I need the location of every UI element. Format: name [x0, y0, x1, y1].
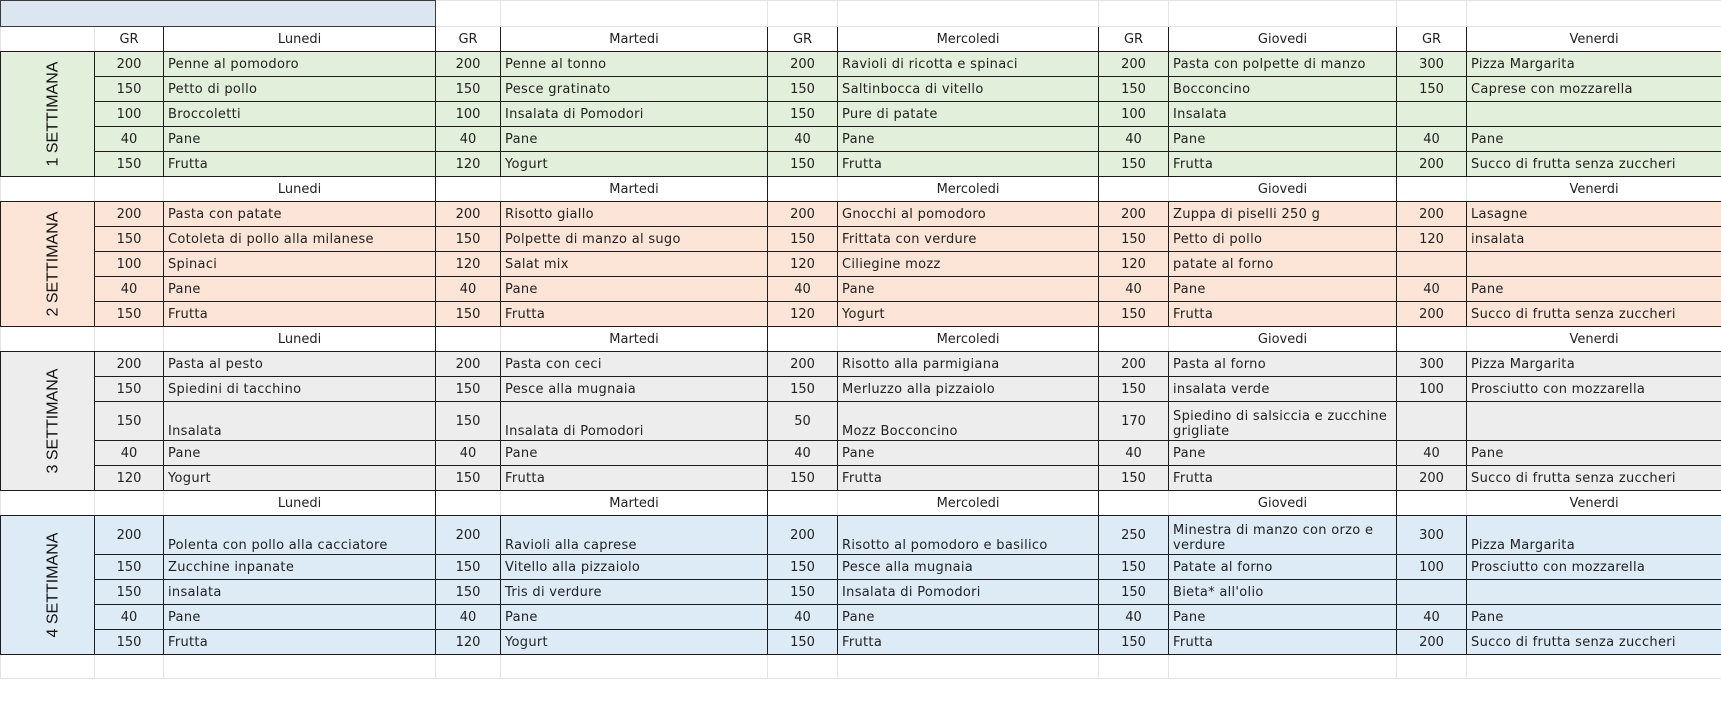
food-cell[interactable]: Polpette di manzo al sugo [501, 227, 768, 252]
food-cell[interactable]: Frutta [164, 630, 436, 655]
food-cell[interactable]: Tris di verdure [501, 580, 768, 605]
food-cell[interactable]: Cotoleta di pollo alla milanese [164, 227, 436, 252]
grams-cell[interactable]: 150 [95, 227, 164, 252]
food-cell[interactable]: Frutta [1169, 630, 1397, 655]
food-cell[interactable]: Lasagne [1467, 202, 1721, 227]
food-cell[interactable]: patate al forno [1169, 252, 1397, 277]
food-cell[interactable]: Pane [1169, 127, 1397, 152]
food-cell[interactable]: Pane [838, 441, 1099, 466]
gr-header[interactable]: GR [1099, 27, 1169, 52]
day-header-giovedi[interactable]: Giovedi [1169, 177, 1397, 202]
food-cell[interactable]: Succo di frutta senza zuccheri [1467, 630, 1721, 655]
day-header-martedi[interactable]: Martedi [501, 177, 768, 202]
empty-cell[interactable] [1099, 491, 1169, 516]
day-header-lunedi[interactable]: Lunedi [164, 327, 436, 352]
empty-cell[interactable] [1, 27, 95, 52]
food-cell[interactable]: Pane [164, 441, 436, 466]
day-header-mercoledi[interactable]: Mercoledi [838, 491, 1099, 516]
food-cell[interactable]: Frutta [501, 466, 768, 491]
food-cell[interactable]: Frutta [838, 630, 1099, 655]
empty-cell[interactable] [1, 327, 95, 352]
food-cell[interactable]: Pasta con patate [164, 202, 436, 227]
food-cell[interactable]: Vitello alla pizzaiolo [501, 555, 768, 580]
day-header-giovedi[interactable]: Giovedi [1169, 491, 1397, 516]
food-cell[interactable]: insalata verde [1169, 377, 1397, 402]
meal-row [1, 277, 1721, 302]
food-cell[interactable]: Yogurt [501, 630, 768, 655]
grams-cell[interactable]: 100 [95, 102, 164, 127]
grams-cell[interactable]: 200 [436, 52, 501, 77]
grams-cell[interactable]: 40 [436, 441, 501, 466]
grams-cell[interactable]: 200 [768, 516, 838, 555]
food-cell[interactable]: Spiedini di tacchino [164, 377, 436, 402]
empty-cell[interactable] [95, 491, 164, 516]
food-cell[interactable]: Frutta [164, 302, 436, 327]
grams-cell[interactable]: 200 [768, 202, 838, 227]
grams-cell[interactable]: 150 [95, 402, 164, 441]
meal-row [1, 516, 1721, 555]
meal-row [1, 152, 1721, 177]
empty-cell[interactable] [436, 491, 501, 516]
day-header-mercoledi[interactable]: Mercoledi [838, 177, 1099, 202]
food-cell[interactable]: Yogurt [501, 152, 768, 177]
grams-cell[interactable]: 150 [95, 377, 164, 402]
empty-cell[interactable] [95, 655, 164, 679]
grams-cell[interactable]: 200 [436, 202, 501, 227]
meal-row [1, 77, 1721, 102]
grams-cell[interactable]: 200 [436, 516, 501, 555]
grams-cell[interactable]: 200 [1397, 152, 1467, 177]
food-cell[interactable]: Pesce gratinato [501, 77, 768, 102]
food-cell[interactable]: Succo di frutta senza zuccheri [1467, 152, 1721, 177]
grams-cell[interactable]: 150 [1397, 77, 1467, 102]
empty-cell[interactable] [1, 491, 95, 516]
food-cell[interactable]: Pane [1467, 277, 1721, 302]
food-cell[interactable] [1467, 580, 1721, 605]
food-cell[interactable]: Saltinbocca di vitello [838, 77, 1099, 102]
grams-cell[interactable]: 150 [1099, 302, 1169, 327]
grams-cell[interactable]: 200 [436, 352, 501, 377]
grams-cell[interactable]: 150 [768, 102, 838, 127]
grams-cell[interactable]: 150 [768, 630, 838, 655]
grams-cell[interactable]: 200 [768, 352, 838, 377]
empty-cell[interactable] [436, 177, 501, 202]
grams-cell[interactable]: 200 [1397, 466, 1467, 491]
food-cell[interactable]: Insalata di Pomodori [838, 580, 1099, 605]
empty-cell[interactable] [838, 655, 1099, 679]
empty-cell[interactable] [1169, 1, 1397, 27]
grams-cell[interactable]: 40 [768, 605, 838, 630]
grams-cell[interactable]: 150 [768, 580, 838, 605]
meal-row [1, 352, 1721, 377]
meal-row [1, 52, 1721, 77]
grams-cell[interactable]: 150 [768, 555, 838, 580]
food-cell[interactable]: Minestra di manzo con orzo e verdure [1169, 516, 1397, 555]
empty-cell[interactable] [501, 655, 768, 679]
gr-header[interactable]: GR [1397, 27, 1467, 52]
meal-row [1, 302, 1721, 327]
grams-cell[interactable]: 120 [768, 302, 838, 327]
day-header-giovedi[interactable]: Giovedi [1169, 27, 1397, 52]
food-cell[interactable]: Pane [1169, 277, 1397, 302]
day-header-mercoledi[interactable]: Mercoledi [838, 27, 1099, 52]
food-cell[interactable]: Insalata di Pomodori [501, 102, 768, 127]
food-cell[interactable]: insalata [164, 580, 436, 605]
empty-cell[interactable] [1, 655, 95, 679]
grams-cell[interactable]: 200 [95, 202, 164, 227]
grams-cell[interactable]: 150 [1099, 630, 1169, 655]
food-cell[interactable]: Pizza Margarita [1467, 516, 1721, 555]
day-header-martedi[interactable]: Martedi [501, 491, 768, 516]
grams-cell[interactable]: 150 [768, 227, 838, 252]
grams-cell[interactable]: 40 [95, 605, 164, 630]
grams-cell[interactable]: 300 [1397, 52, 1467, 77]
food-cell[interactable]: Ciliegine mozz [838, 252, 1099, 277]
food-cell[interactable]: Insalata [164, 402, 436, 441]
food-cell[interactable]: Frutta [1169, 466, 1397, 491]
grams-cell[interactable]: 150 [95, 580, 164, 605]
grams-cell[interactable]: 170 [1099, 402, 1169, 441]
gr-header[interactable]: GR [95, 27, 164, 52]
food-cell[interactable]: Pane [1467, 441, 1721, 466]
grams-cell[interactable]: 150 [436, 227, 501, 252]
grams-cell[interactable]: 100 [95, 252, 164, 277]
food-cell[interactable]: Pane [164, 605, 436, 630]
food-cell[interactable]: Frutta [1169, 302, 1397, 327]
grams-cell[interactable]: 150 [95, 630, 164, 655]
food-cell[interactable]: Insalata di Pomodori [501, 402, 768, 441]
food-cell[interactable]: Pesce alla mugnaia [501, 377, 768, 402]
grams-cell[interactable]: 150 [436, 580, 501, 605]
empty-cell[interactable] [768, 1, 838, 27]
grams-cell[interactable]: 40 [1397, 277, 1467, 302]
day-header-venerdi[interactable]: Venerdi [1467, 327, 1721, 352]
meal-row [1, 630, 1721, 655]
week-label-cell[interactable] [1, 52, 95, 177]
meal-row [1, 555, 1721, 580]
empty-cell[interactable] [1397, 491, 1467, 516]
food-cell[interactable]: Ravioli alla caprese [501, 516, 768, 555]
food-cell[interactable]: Risotto al pomodoro e basilico [838, 516, 1099, 555]
grams-cell[interactable]: 200 [95, 52, 164, 77]
empty-cell[interactable] [768, 177, 838, 202]
meal-row [1, 377, 1721, 402]
empty-cell[interactable] [1467, 1, 1721, 27]
empty-cell[interactable] [1099, 177, 1169, 202]
food-cell[interactable]: Yogurt [164, 466, 436, 491]
grams-cell[interactable]: 120 [768, 252, 838, 277]
grams-cell[interactable]: 120 [1099, 252, 1169, 277]
meal-row [1, 102, 1721, 127]
food-cell[interactable]: Merluzzo alla pizzaiolo [838, 377, 1099, 402]
grams-cell[interactable]: 150 [436, 555, 501, 580]
food-cell[interactable]: Petto di pollo [164, 77, 436, 102]
meal-row [1, 202, 1721, 227]
empty-cell[interactable] [1099, 655, 1169, 679]
meal-row [1, 227, 1721, 252]
grams-cell[interactable] [1397, 402, 1467, 441]
grams-cell[interactable]: 150 [1099, 227, 1169, 252]
food-cell[interactable]: Spiedino di salsiccia e zucchine grigliate [1169, 402, 1397, 441]
grams-cell[interactable]: 150 [1099, 77, 1169, 102]
grams-cell[interactable]: 150 [436, 77, 501, 102]
food-cell[interactable]: Risotto alla parmigiana [838, 352, 1099, 377]
grams-cell[interactable]: 200 [1397, 630, 1467, 655]
grams-cell[interactable]: 200 [1099, 352, 1169, 377]
grams-cell[interactable]: 40 [1397, 605, 1467, 630]
week-label-cell[interactable] [1, 516, 95, 655]
food-cell[interactable]: Pane [838, 127, 1099, 152]
food-cell[interactable]: Frutta [164, 152, 436, 177]
grams-cell[interactable]: 300 [1397, 516, 1467, 555]
grams-cell[interactable]: 40 [436, 605, 501, 630]
grams-cell[interactable]: 150 [436, 302, 501, 327]
food-cell[interactable]: Caprese con mozzarella [1467, 77, 1721, 102]
week-label: 4 SETTIMANA [44, 532, 62, 638]
food-cell[interactable]: Yogurt [838, 302, 1099, 327]
meal-row [1, 127, 1721, 152]
food-cell[interactable]: Insalata [1169, 102, 1397, 127]
grams-cell[interactable]: 200 [1099, 202, 1169, 227]
grams-cell[interactable]: 200 [1397, 202, 1467, 227]
food-cell[interactable] [1467, 402, 1721, 441]
food-cell[interactable]: Pure di patate [838, 102, 1099, 127]
meal-row [1, 605, 1721, 630]
gr-header[interactable]: GR [436, 27, 501, 52]
empty-cell[interactable] [95, 177, 164, 202]
week-label: 2 SETTIMANA [44, 211, 62, 317]
grams-cell[interactable] [1397, 580, 1467, 605]
grams-cell[interactable] [1397, 102, 1467, 127]
empty-cell[interactable] [164, 655, 436, 679]
food-cell[interactable]: Pane [501, 441, 768, 466]
food-cell[interactable]: Frutta [838, 466, 1099, 491]
food-cell[interactable]: Zuppa di piselli 250 g [1169, 202, 1397, 227]
food-cell[interactable]: Pane [838, 277, 1099, 302]
grams-cell[interactable]: 150 [1099, 466, 1169, 491]
food-cell[interactable]: Pane [838, 605, 1099, 630]
grams-cell[interactable]: 40 [1099, 277, 1169, 302]
grams-cell[interactable]: 200 [95, 352, 164, 377]
day-header-martedi[interactable]: Martedi [501, 27, 768, 52]
food-cell[interactable]: Pane [1467, 605, 1721, 630]
food-cell[interactable]: Gnocchi al pomodoro [838, 202, 1099, 227]
grams-cell[interactable]: 40 [768, 277, 838, 302]
week-label: 1 SETTIMANA [44, 61, 62, 167]
empty-cell[interactable] [436, 1, 501, 27]
grams-cell[interactable]: 40 [1397, 441, 1467, 466]
grams-cell[interactable]: 250 [1099, 516, 1169, 555]
empty-cell[interactable] [768, 655, 838, 679]
grams-cell[interactable]: 150 [95, 555, 164, 580]
food-cell[interactable]: Pane [164, 127, 436, 152]
empty-cell[interactable] [501, 1, 768, 27]
food-cell[interactable]: Spinaci [164, 252, 436, 277]
food-cell[interactable]: Ravioli di ricotta e spinaci [838, 52, 1099, 77]
food-cell[interactable]: Pizza Margarita [1467, 352, 1721, 377]
food-cell[interactable]: Pizza Margarita [1467, 52, 1721, 77]
grams-cell[interactable]: 300 [1397, 352, 1467, 377]
meal-row [1, 441, 1721, 466]
food-cell[interactable]: Patate al forno [1169, 555, 1397, 580]
day-header-giovedi[interactable]: Giovedi [1169, 327, 1397, 352]
footer-row [1, 655, 1721, 679]
day-header-martedi[interactable]: Martedi [501, 327, 768, 352]
food-cell[interactable]: insalata [1467, 227, 1721, 252]
meal-row [1, 466, 1721, 491]
week-1-header-row [1, 27, 1721, 52]
food-cell[interactable]: Penne al pomodoro [164, 52, 436, 77]
grams-cell[interactable]: 150 [768, 466, 838, 491]
grams-cell[interactable]: 150 [95, 302, 164, 327]
grams-cell[interactable]: 150 [768, 77, 838, 102]
empty-cell[interactable] [1397, 655, 1467, 679]
grams-cell[interactable]: 150 [436, 377, 501, 402]
grams-cell[interactable]: 40 [95, 441, 164, 466]
food-cell[interactable]: Pane [501, 277, 768, 302]
grams-cell[interactable]: 150 [95, 77, 164, 102]
food-cell[interactable]: Pasta con ceci [501, 352, 768, 377]
grams-cell[interactable]: 150 [1099, 152, 1169, 177]
grams-cell[interactable]: 40 [1099, 605, 1169, 630]
empty-cell[interactable] [95, 327, 164, 352]
food-cell[interactable]: Penne al tonno [501, 52, 768, 77]
food-cell[interactable]: Pane [1467, 127, 1721, 152]
meal-row [1, 402, 1721, 441]
day-header-lunedi[interactable]: Lunedi [164, 27, 436, 52]
food-cell[interactable]: Prosciutto con mozzarella [1467, 555, 1721, 580]
week-3-header-row [1, 327, 1721, 352]
empty-cell[interactable] [1397, 177, 1467, 202]
food-cell[interactable]: Prosciutto con mozzarella [1467, 377, 1721, 402]
food-cell[interactable]: Pasta con polpette di manzo [1169, 52, 1397, 77]
grams-cell[interactable]: 120 [436, 630, 501, 655]
day-header-lunedi[interactable]: Lunedi [164, 491, 436, 516]
food-cell[interactable]: Broccoletti [164, 102, 436, 127]
food-cell[interactable]: Mozz Bocconcino [838, 402, 1099, 441]
food-cell[interactable]: Polenta con pollo alla cacciatore [164, 516, 436, 555]
food-cell[interactable]: Pane [501, 605, 768, 630]
food-cell[interactable]: Pasta al forno [1169, 352, 1397, 377]
food-cell[interactable]: Pesce alla mugnaia [838, 555, 1099, 580]
grams-cell[interactable]: 150 [768, 152, 838, 177]
day-header-venerdi[interactable]: Venerdi [1467, 177, 1721, 202]
grams-cell[interactable]: 40 [95, 277, 164, 302]
grams-cell[interactable]: 150 [1099, 555, 1169, 580]
grams-cell[interactable]: 200 [1397, 302, 1467, 327]
gr-header[interactable]: GR [768, 27, 838, 52]
food-cell[interactable]: Succo di frutta senza zuccheri [1467, 302, 1721, 327]
grams-cell[interactable]: 100 [1397, 555, 1467, 580]
grams-cell[interactable]: 40 [1099, 441, 1169, 466]
food-cell[interactable]: Pasta al pesto [164, 352, 436, 377]
food-cell[interactable]: Salat mix [501, 252, 768, 277]
food-cell[interactable]: Bieta* all'olio [1169, 580, 1397, 605]
day-header-mercoledi[interactable]: Mercoledi [838, 327, 1099, 352]
grams-cell[interactable] [1397, 252, 1467, 277]
grams-cell[interactable]: 40 [436, 277, 501, 302]
food-cell[interactable] [1467, 252, 1721, 277]
food-cell[interactable]: Pane [1169, 441, 1397, 466]
week-2-header-row [1, 177, 1721, 202]
day-header-venerdi[interactable]: Venerdi [1467, 27, 1721, 52]
meal-row [1, 252, 1721, 277]
empty-cell[interactable] [1099, 1, 1169, 27]
food-cell[interactable]: Frutta [501, 302, 768, 327]
food-cell[interactable]: Frutta [838, 152, 1099, 177]
empty-cell[interactable] [1397, 327, 1467, 352]
grams-cell[interactable]: 120 [1397, 227, 1467, 252]
empty-cell[interactable] [1467, 655, 1721, 679]
grams-cell[interactable]: 150 [95, 152, 164, 177]
week-4-header-row [1, 491, 1721, 516]
grams-cell[interactable]: 40 [1397, 127, 1467, 152]
grams-cell[interactable]: 100 [436, 102, 501, 127]
food-cell[interactable] [1467, 102, 1721, 127]
day-header-lunedi[interactable]: Lunedi [164, 177, 436, 202]
grams-cell[interactable]: 100 [1099, 102, 1169, 127]
week-label-cell[interactable] [1, 202, 95, 327]
meal-row [1, 580, 1721, 605]
grams-cell[interactable]: 150 [1099, 377, 1169, 402]
week-label-cell[interactable] [1, 352, 95, 491]
top-row [1, 1, 1721, 27]
food-cell[interactable]: Zucchine inpanate [164, 555, 436, 580]
grams-cell[interactable]: 120 [436, 152, 501, 177]
grams-cell[interactable]: 40 [95, 127, 164, 152]
empty-cell[interactable] [1169, 655, 1397, 679]
grams-cell[interactable]: 200 [95, 516, 164, 555]
day-header-venerdi[interactable]: Venerdi [1467, 491, 1721, 516]
grams-cell[interactable]: 150 [436, 402, 501, 441]
food-cell[interactable]: Frittata con verdure [838, 227, 1099, 252]
food-cell[interactable]: Frutta [1169, 152, 1397, 177]
empty-cell[interactable] [436, 327, 501, 352]
empty-cell[interactable] [1, 177, 95, 202]
grams-cell[interactable]: 40 [768, 127, 838, 152]
grams-cell[interactable]: 150 [436, 466, 501, 491]
grams-cell[interactable]: 40 [768, 441, 838, 466]
food-cell[interactable]: Succo di frutta senza zuccheri [1467, 466, 1721, 491]
grams-cell[interactable]: 100 [1397, 377, 1467, 402]
grams-cell[interactable]: 120 [95, 466, 164, 491]
empty-cell[interactable] [768, 327, 838, 352]
grams-cell[interactable]: 40 [436, 127, 501, 152]
food-cell[interactable]: Risotto giallo [501, 202, 768, 227]
grams-cell[interactable]: 50 [768, 402, 838, 441]
grams-cell[interactable]: 200 [1099, 52, 1169, 77]
week-label: 3 SETTIMANA [44, 368, 62, 474]
grams-cell[interactable]: 120 [436, 252, 501, 277]
empty-cell[interactable] [768, 491, 838, 516]
food-cell[interactable]: Pane [501, 127, 768, 152]
food-cell[interactable]: Pane [1169, 605, 1397, 630]
grams-cell[interactable]: 40 [1099, 127, 1169, 152]
empty-cell[interactable] [1099, 327, 1169, 352]
grams-cell[interactable]: 150 [1099, 580, 1169, 605]
empty-cell[interactable] [838, 1, 1099, 27]
food-cell[interactable]: Pane [164, 277, 436, 302]
grams-cell[interactable]: 200 [768, 52, 838, 77]
grams-cell[interactable]: 150 [768, 377, 838, 402]
food-cell[interactable]: Bocconcino [1169, 77, 1397, 102]
empty-cell[interactable] [436, 655, 501, 679]
empty-cell[interactable] [1397, 1, 1467, 27]
name-box[interactable] [1, 1, 436, 27]
food-cell[interactable]: Petto di pollo [1169, 227, 1397, 252]
